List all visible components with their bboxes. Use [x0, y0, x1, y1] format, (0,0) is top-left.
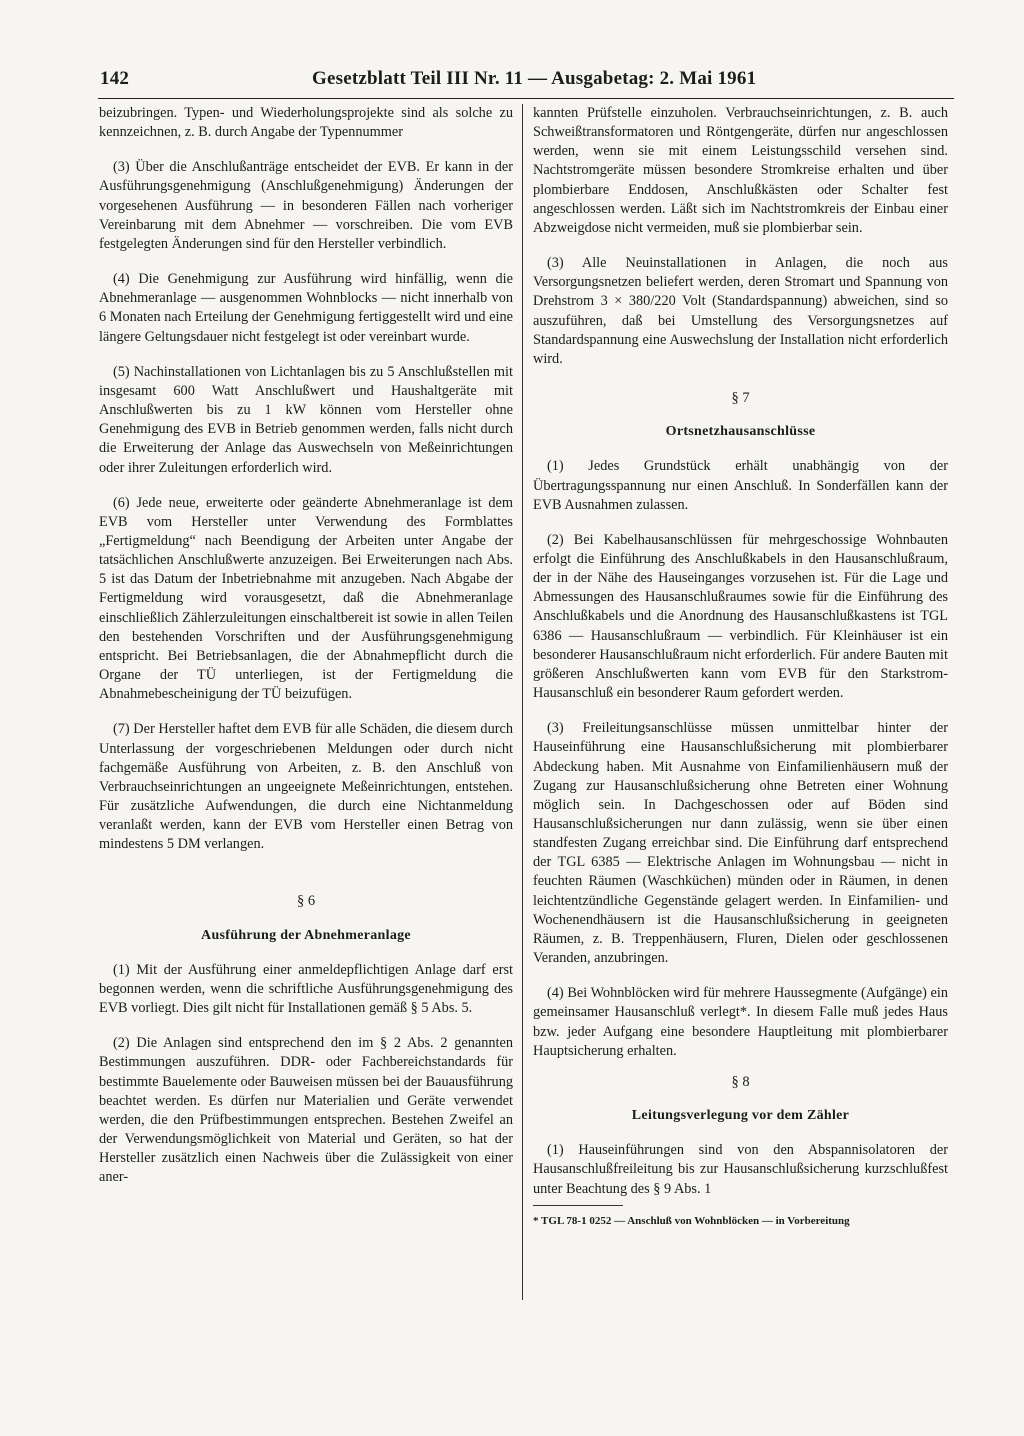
- right-column: [533, 104, 948, 1244]
- section-title: Ausführung der Abnehmeranlage: [201, 927, 411, 943]
- section-number: § 6: [296, 893, 316, 910]
- left-column: [99, 104, 513, 1204]
- paragraph: beizubringen. Typen- und Wiederholungsprojekte sind als solche zu kennzeichnen, z. B. durch Angabe der Typennummer: [99, 105, 513, 141]
- paragraph: (4) Die Genehmigung zur Ausführung wird hinfällig, wenn die Abnehmeranlage — ausgenommen Wohnblocks — nicht innerhalb von 6 Monaten nach Erteilung der Genehmigung fertiggestellt wird und eine längere Geltungsdauer nicht festgelegt ist oder vereinbart wurde.: [99, 271, 513, 345]
- paragraph: (3) Freileitungsanschlüsse müssen unmittelbar hinter der Hauseinführung eine Hausanschlußsicherung mit plombierbarer Abdeckung haben. Mit Ausnahme von Einfamilienhäusern muß der Zugang zur Hausanschlußsicherung ohne Betreten einer Wohnung möglich sein. In Dachgeschossen oder auf Böden sind Hausanschlußsicherungen nur dann zulässig, wenn sie über einen standfesten Zugang erreichbar sind. Die Einführung darf entsprechend der TGL 6385 — Elektrische Anlagen im Wohnungsbau — nicht in feuchten Räumen (Waschküchen) münden oder in Räumen, in denen leichtentzündliche Gegenstände gelagert werden. In Einfamilien- und Wochenendhäusern ist die Hausanschlußsicherung in geeigneten Räumen, z. B. Treppenhäusern, Fluren, Dielen oder geschlossenen Veranden, anzubringen.: [533, 720, 948, 967]
- header-rule: [98, 98, 954, 99]
- paragraph: kannten Prüfstelle einzuholen. Verbrauchseinrichtungen, z. B. auch Schweißtransformatoren und Röntgengeräte, dürfen nur angeschlossen werden, wenn sie mit einem Leistungsschild versehen sind. Nachtstromgeräte müssen besondere Stromkreise erhalten und über plombierbare Enddosen, Anschlußkästen oder Schalter fest angeschlossen werden. Läßt sich im Nachtstromkreis der Einbau einer Abzweigdose nicht vermeiden, muß sie plombierbar sein.: [533, 105, 948, 236]
- section-number: § 7: [731, 390, 750, 407]
- section-title: Leitungsverlegung vor dem Zähler: [631, 1108, 850, 1124]
- section-number: § 8: [731, 1073, 750, 1090]
- paragraph: (7) Der Hersteller haftet dem EVB für alle Schäden, die diesem durch Unterlassung der vorgeschriebenen Meldungen oder durch nicht fachgemäße Ausführung von Arbeiten, z. B. den Anschluß von Verbrauchseinrichtungen an ungeeignete Meßeinrichtungen, entstehen. Für zusätzliche Aufwendungen, die durch eine Nichtanmeldung veranlaßt werden, kann der EVB vom Hersteller einen Betrag von mindestens 5 DM verlangen.: [99, 721, 513, 853]
- paragraph: (4) Bei Wohnblöcken wird für mehrere Haussegmente (Aufgänge) ein gemeinsamer Hausanschluß verlegt*. In diesem Falle muß jedes Haus bzw. jeder Aufgang eine besondere Hauptleitung mit plombierbarer Hauptsicherung erhalten.: [533, 985, 948, 1059]
- page-number: 142: [100, 68, 130, 89]
- section-title: Ortsnetzhausanschlüsse: [665, 424, 816, 440]
- paragraph: (1) Hauseinführungen sind von den Abspannisolatoren der Hausanschlußfreileitung bis zur Hausanschlußsicherung kurzschlußfest unter Beachtung des § 9 Abs. 1: [533, 1142, 948, 1197]
- paragraph: (1) Jedes Grundstück erhält unabhängig von der Übertragungsspannung nur einen Anschluß. In Sonderfällen kann der EVB Ausnahmen zulassen.: [533, 458, 948, 513]
- column-divider: [522, 104, 523, 1300]
- footnote: * TGL 78-1 0252 — Anschluß von Wohnblöcken — in Vorbereitung: [533, 1214, 850, 1227]
- paragraph: (3) Über die Anschlußanträge entscheidet der EVB. Er kann in der Ausführungsgenehmigung (Anschlußgenehmigung) Änderungen der vorgesehenen Ausführung — in besonderen Fällen nach vorheriger Vereinbarung mit dem Abnehmer — vorschreiben. Die vom EVB festgelegten Änderungen sind für den Hersteller verbindlich.: [99, 159, 513, 252]
- paragraph: (2) Bei Kabelhausanschlüssen für mehrgeschossige Wohnbauten erfolgt die Einführung des Anschlußkabels in den Hausanschlußraum, der in der Nähe des Hauseinganges vorzusehen ist. Für die Lage und Abmessungen des Hausanschlußraumes sowie für die Einführung des Anschlußkabels und die Anordnung des Hausanschlußkastens ist TGL 6386 — Hausanschlußraum — verbindlich. Für Kleinhäuser ist ein besonderer Hausanschlußraum nicht erforderlich. Für andere Bauten mit größeren Anschlußwerten kann vom EVB für den Starkstrom-Hausanschluß ein besonderer Raum gefordert werden.: [533, 531, 948, 702]
- paragraph: (2) Die Anlagen sind entsprechend den im § 2 Abs. 2 genannten Bestimmungen auszuführen. DDR- oder Fachbereichstandards für bestimmte Bauelemente oder Bauweisen müssen bei der Bauausführung beachtet werden. Es dürfen nur Materialien und Geräte verwendet werden, die den Prüfbestimmungen entsprechen. Bestehen Zweifel an der Verwendungsmöglichkeit von Material und Geräten, so hat der Hersteller zusätzlich einen Nachweis über die Zulässigkeit von einer aner-: [99, 1035, 513, 1186]
- paragraph: (6) Jede neue, erweiterte oder geänderte Abnehmeranlage ist dem EVB vom Hersteller unter Verwendung des Formblattes „Fertigmeldung“ nach Beendigung der Arbeiten unter Angabe der tatsächlichen Anschlußwerte anzuzeigen. Bei Erweiterungen nach Abs. 5 ist das Datum der Inbetriebnahme mit anzugeben. Nach Abgabe der Fertigmeldung wird vorausgesetzt, daß die Abnehmeranlage einschließlich Zählerzuleitungen einschaltbereit ist sowie in allen Teilen den bestehenden Vorschriften und der Ausführungsgenehmigung entspricht. Bei Betriebsanlagen, die der Abnahmepflicht durch die Organe der TÜ unterliegen, ist der Fertigmeldung die Abnahmebescheinigung der TÜ beizufügen.: [99, 494, 513, 703]
- page-header: [98, 68, 954, 98]
- paragraph: (1) Mit der Ausführung einer anmeldepflichtigen Anlage darf erst begonnen werden, wenn die schriftliche Ausführungsgenehmigung des EVB vorliegt. Dies gilt nicht für Installationen gemäß § 5 Abs. 5.: [99, 961, 513, 1017]
- paragraph: (5) Nachinstallationen von Lichtanlagen bis zu 5 Anschlußstellen mit insgesamt 600 Watt Anschlußwert und Haushaltgeräte mit Anschlußwerten bis zu 1 kW können vom Hersteller ohne Genehmigung des EVB in Betrieb genommen werden, falls nicht durch die Erweiterung der Anlage das Auswechseln von Meßeinrichtungen oder ihrer Zuleitungen erforderlich wird.: [99, 363, 513, 476]
- gazette-title: Gesetzblatt Teil III Nr. 11 — Ausgabetag: 2. Mai 1961: [312, 68, 757, 89]
- footnote-rule: [533, 1205, 623, 1206]
- paragraph: (3) Alle Neuinstallationen in Anlagen, die noch aus Versorgungsnetzen beliefert werden, deren Stromart und Spannung von Drehstrom 3 × 380/220 Volt (Standardspannung) abweichen, sind so auszuführen, daß bei Umstellung des Versorgungsnetzes auf Standardspannung eine Auswechslung der Installation nicht erforderlich wird.: [533, 255, 948, 367]
